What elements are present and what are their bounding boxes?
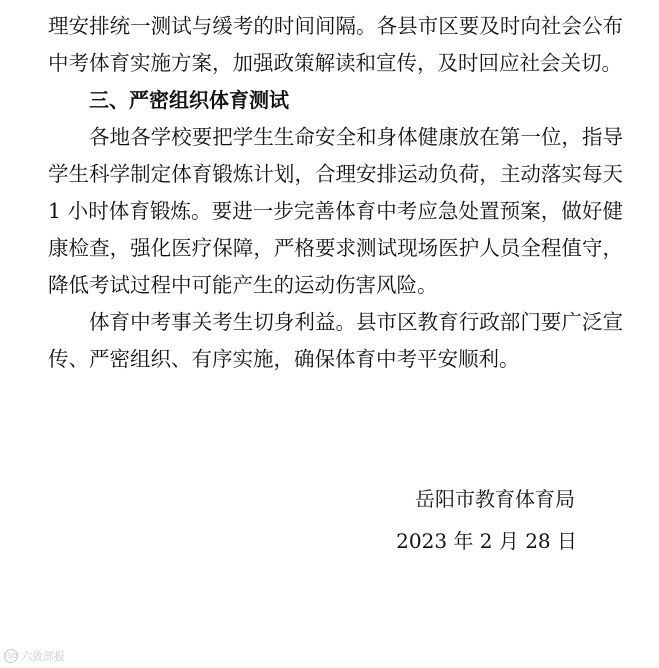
signature-organization: 岳阳市教育体育局 [415,487,575,511]
paragraph-continuation: 理安排统一测试与缓考的时间间隔。各县市区要及时向社会公布中考体育实施方案，加强政策解读和宣传，及时回应社会关切。 [48,14,623,75]
watermark [4,648,65,664]
paragraph-safety: 各地各学校要把学生生命安全和身体健康放在第一位，指导学生科学制定体育锻炼计划，合理安排运动负荷，主动落实每天 1 小时体育锻炼。要进一步完善体育中考应急处置预案，做好健康检查，强化医疗保障，严格要求测试现场医护人员全程值守，降低考试过程中可能产生的运动伤害风险。 [48,125,623,297]
paragraph-conclusion: 体育中考事关考生切身利益。县市区教育行政部门要广泛宣传、严密组织、有序实施，确保体育中考平安顺利。 [48,310,623,371]
document-body [48,8,623,378]
signature-date: 2023 年 2 月 28 日 [396,529,577,553]
section-heading: 三、严密组织体育测试 [89,88,289,112]
signature-block [396,478,577,562]
watermark-text: 六敛部报 [21,650,65,663]
watermark-logo-icon: ISO [4,649,18,663]
